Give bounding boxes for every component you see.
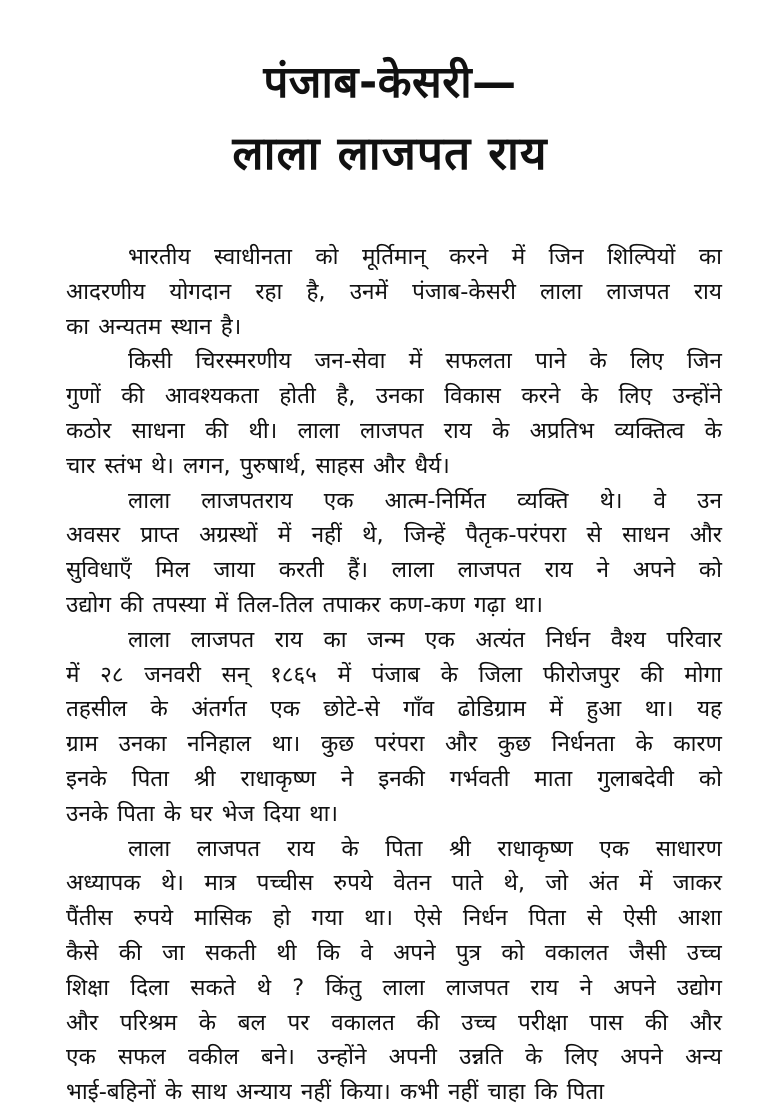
text-line: आदरणीय योगदान रहा है, उनमें पंजाब-केसरी लाला लाजपत राय [66,278,722,305]
text-line: एक सफल वकील बने। उन्होंने अपनी उन्नति के लिए अपने अन्य [66,1044,722,1071]
body-text [66,240,722,1110]
title-line-1: पंजाब-केसरी— [263,57,517,108]
text-line: में २८ जनवरी सन् १८६५ में पंजाब के जिला फीरोजपुर की मोगा [66,661,722,688]
page-title [0,48,780,188]
text-line: लाला लाजपतराय एक आत्म-निर्मित व्यक्ति थे। वे उन [128,487,722,514]
text-line: कैसे की जा सकती थी कि वे अपने पुत्र को वकालत जैसी उच्च [66,939,722,966]
paragraph [66,484,722,623]
text-line: ग्राम उनका ननिहाल था। कुछ परंपरा और कुछ निर्धनता के कारण [66,731,722,758]
text-line: गुणों की आवश्यकता होती है, उनका विकास करने के लिए उन्होंने [66,383,722,410]
text-line: पैंतीस रुपये मासिक हो गया था। ऐसे निर्धन पिता से ऐसी आशा [66,905,722,932]
text-line: अध्यापक थे। मात्र पच्चीस रुपये वेतन पाते थे, जो अंत में जाकर [66,870,722,897]
text-line: लाला लाजपत राय का जन्म एक अत्यंत निर्धन वैश्य परिवार [128,626,722,653]
text-line: का अन्यतम स्थान है। [66,313,242,340]
text-line: शिक्षा दिला सकते थे ? किंतु लाला लाजपत राय ने अपने उद्योग [66,974,722,1001]
paragraph [66,344,722,483]
paragraph [66,240,722,344]
text-line: इनके पिता श्री राधाकृष्ण ने इनकी गर्भवती माता गुलाबदेवी को [66,765,722,792]
paragraph [66,832,722,1110]
paragraph [66,623,722,832]
text-line: तहसील के अंतर्गत एक छोटे-से गाँव ढोडिग्राम में हुआ था। यह [66,696,722,723]
text-line: अवसर प्राप्त अग्रस्थों में नहीं थे, जिन्हें पैतृक-परंपरा से साधन और [66,522,722,549]
text-line: सुविधाएँ मिल जाया करती हैं। लाला लाजपत राय ने अपने को [66,557,722,584]
text-line: कठोर साधना की थी। लाला लाजपत राय के अप्रतिभ व्यक्तित्व के [66,417,722,444]
text-line: भाई-बहिनों के साथ अन्याय नहीं किया। कभी नहीं चाहा कि पिता [66,1079,605,1106]
text-line: लाला लाजपत राय के पिता श्री राधाकृष्ण एक साधारण [128,835,722,862]
text-line: उनके पिता के घर भेज दिया था। [66,800,339,827]
text-line: भारतीय स्वाधीनता को मूर्तिमान् करने में जिन शिल्पियों का [128,244,722,270]
text-line: उद्योग की तपस्या में तिल-तिल तपाकर कण-कण गढ़ा था। [66,591,544,618]
title-line-2: लाला लाजपत राय [232,126,548,180]
text-line: और परिश्रम के बल पर वकालत की उच्च परीक्षा पास की और [66,1009,722,1036]
text-line: किसी चिरस्मरणीय जन-सेवा में सफलता पाने के लिए जिन [128,348,722,375]
text-line: चार स्तंभ थे। लगन, पुरुषार्थ, साहस और धैर्य। [66,452,450,479]
